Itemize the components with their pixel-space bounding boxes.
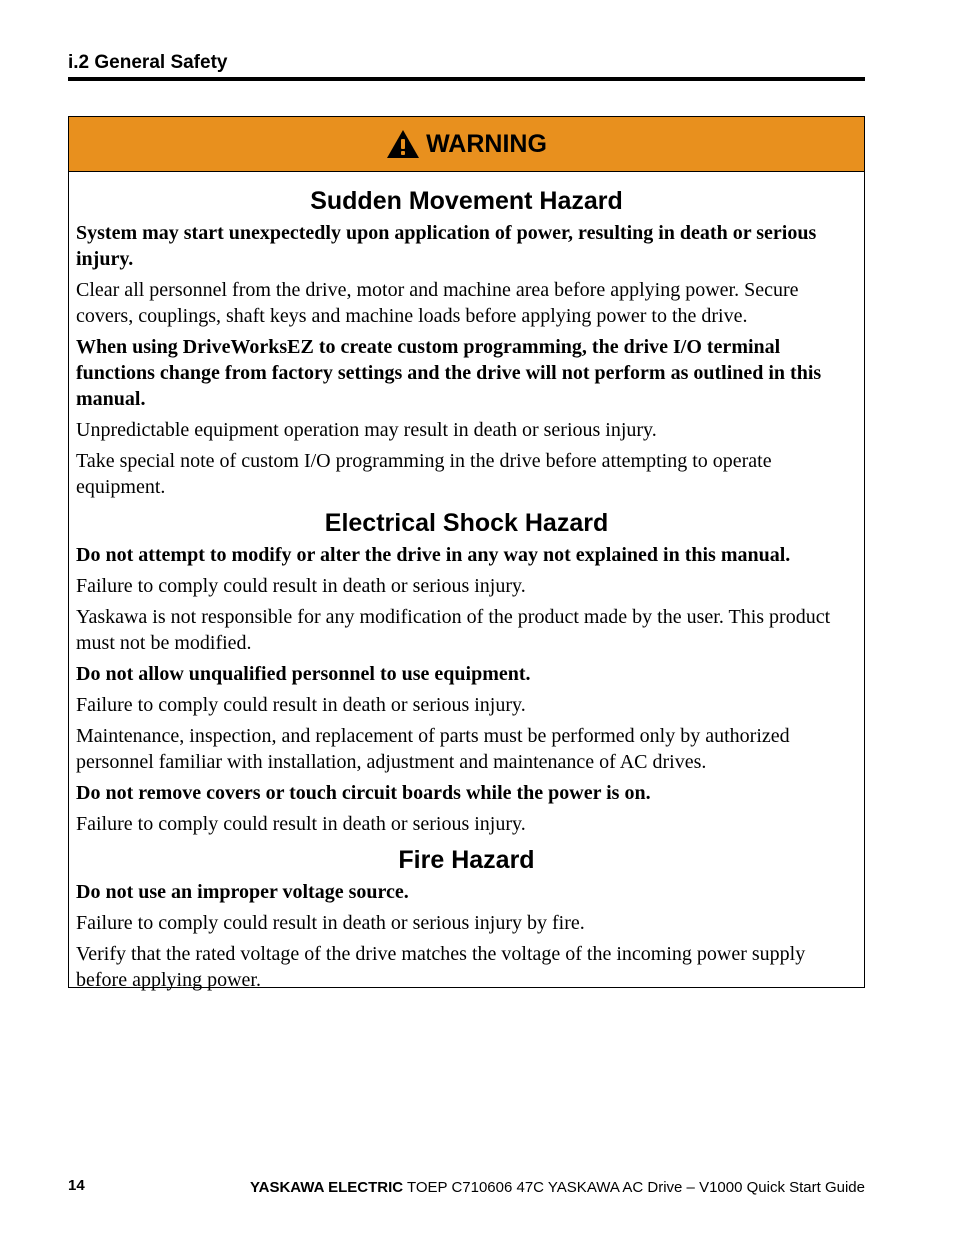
footer-brand: YASKAWA ELECTRIC xyxy=(250,1179,404,1196)
warning-label: WARNING xyxy=(426,129,547,158)
hazard-title: Sudden Movement Hazard xyxy=(310,187,623,215)
hazard-title: Fire Hazard xyxy=(398,846,535,874)
page-number: 14 xyxy=(68,1177,85,1194)
hazard-instruction: Do not attempt to modify or alter the drive in any way not explained in this manual. xyxy=(76,544,791,566)
warning-banner xyxy=(69,117,864,172)
footer-doc-info xyxy=(250,1179,865,1196)
hazard-instruction: Do not allow unqualified personnel to use equipment. xyxy=(76,663,531,685)
hazard-explanation: Take special note of custom I/O programming in the drive before attempting to operate equipment. xyxy=(76,450,772,498)
warning-content xyxy=(69,172,864,993)
header-rule xyxy=(68,77,865,81)
warning-box xyxy=(68,116,865,991)
hazard-title: Electrical Shock Hazard xyxy=(324,509,609,537)
hazard-explanation: Clear all personnel from the drive, motor and machine area before applying power. Secure covers, couplings, shaft keys and machine loads before applying power to the drive. xyxy=(76,279,799,327)
hazard-explanation: Unpredictable equipment operation may result in death or serious injury. xyxy=(76,419,657,441)
hazard-instruction: Do not use an improper voltage source. xyxy=(76,881,409,903)
hazard-explanation: Yaskawa is not responsible for any modification of the product made by the user. This product must not be modified. xyxy=(76,606,831,654)
section-header: i.2 General Safety xyxy=(68,52,228,73)
hazard-explanation: Verify that the rated voltage of the drive matches the voltage of the incoming power supply before applying power. xyxy=(76,943,806,991)
hazard-explanation: Failure to comply could result in death or serious injury. xyxy=(76,575,526,597)
warning-triangle-icon xyxy=(386,129,420,159)
hazard-instruction: System may start unexpectedly upon application of power, resulting in death or serious injury. xyxy=(76,222,817,270)
footer-doc-title: TOEP C710606 47C YASKAWA AC Drive – V1000 Quick Start Guide xyxy=(403,1179,865,1196)
hazard-explanation: Maintenance, inspection, and replacement of parts must be performed only by authorized personnel familiar with installation, adjustment and maintenance of AC drives. xyxy=(76,725,790,773)
hazard-explanation: Failure to comply could result in death or serious injury. xyxy=(76,694,526,716)
hazard-explanation: Failure to comply could result in death or serious injury. xyxy=(76,813,526,835)
hazard-instruction: When using DriveWorksEZ to create custom programming, the drive I/O terminal functions change from factory settings and the drive will not perform as outlined in this manual. xyxy=(76,336,822,410)
hazard-explanation: Failure to comply could result in death or serious injury by fire. xyxy=(76,912,585,934)
hazard-instruction: Do not remove covers or touch circuit boards while the power is on. xyxy=(76,782,651,804)
